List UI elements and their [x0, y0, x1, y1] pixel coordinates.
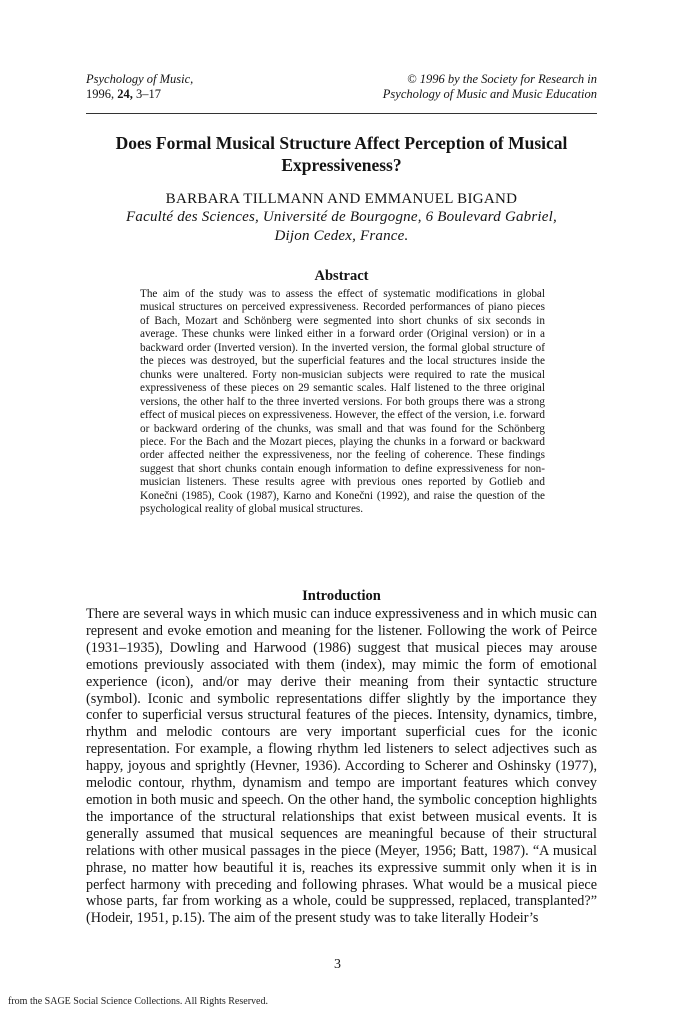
page-number: 3 — [334, 957, 341, 972]
article-title: Does Formal Musical Structure Affect Perception of Musical Expressiveness? — [115, 133, 568, 175]
journal-year: 1996, — [86, 87, 118, 101]
abstract-heading: Abstract — [314, 268, 369, 284]
affiliation-line-1: Faculté des Sciences, Université de Bourgogne, 6 Boulevard Gabriel, — [126, 209, 557, 225]
copyright-notice — [383, 72, 597, 102]
copyright-line-2: Psychology of Music and Music Education — [382, 87, 597, 101]
introduction-heading: Introduction — [302, 588, 381, 604]
introduction-text: There are several ways in which music can induce expressiveness and in which music can represent and evoke emotion and meaning for the listener. Following the work of Peirce (1931–1935), Dowling and Harwood (1986) suggest that musical pieces may arouse emotions previously associated with them (index), may mimic the form of emotional experience (icon), and/or may derive their meaning from their syntactic structure (symbol). Iconic and symbolic representations differ slightly by the importance they confer to superficial versus structural features of the pieces. Intensity, dynamics, timbre, rhythm and melodic contours are very important superficial cues for the iconic representation. For example, a flowing rhythm led listeners to select adjectives such as happy, joyous and sprightly (Hevner, 1936). According to Scherer and Oshinsky (1977), melodic contour, rhythm, dynamism and tempo are important features which convey emotion in both music and speech. On the other hand, the symbolic conception highlights the importance of the structural relationships that exist between musical events. It is generally assumed that musical sequences are meaningful because of their structural relations with other musical passages in the piece (Meyer, 1956; Batt, 1987). “A musical phrase, no matter how beautiful it is, reaches its expressive summit only when it is in perfect harmony with preceding and following phrases. What would be a musical piece whose parts, far from working as a whole, could be suppressed, replaced, transplanted?” (Hodeir, 1951, p.15). The aim of the present study was to take literally Hodeir’s — [86, 606, 597, 927]
journal-citation — [86, 72, 193, 102]
author-affiliation — [86, 208, 597, 246]
abstract-text: The aim of the study was to assess the effect of systematic modifications in global musical structures on perceived expressiveness. Recorded performances of piano pieces of Bach, Mozart and Schönberg were segmented into short chunks of six seconds in average. These chunks were linked either in a forward order (Original version) or in a backward order (Inverted version). In the inverted version, the formal global structure of the pieces was destroyed, but the superficial features and the local structures inside the chunks were unaltered. Forty non-musician subjects were required to rate the musical expressiveness of these pieces on 29 semantic scales. Half listened to the three original versions, the other half to the three inverted versions. For both groups there was a strong effect of musical pieces on expressiveness. However, the effect of the version, i.e. forward or backward ordering of the chunks, was small and that was found for the Schönberg piece. For the Bach and the Mozart pieces, playing the chunks in a forward or backward order affected neither the expressiveness, nor the feeling of coherence. These findings suggest that short chunks contain enough information to define expressiveness for non-musician listeners. These results agree with previous ones reported by Gotlieb and Konečni (1985), Cook (1987), Karno and Konečni (1992), and raise the question of the psychological reality of global musical structures. — [140, 288, 545, 516]
collection-footer: from the SAGE Social Science Collections. All Rights Reserved. — [8, 996, 268, 1007]
affiliation-line-2: Dijon Cedex, France. — [274, 228, 409, 244]
journal-volume: 24, — [117, 87, 133, 101]
copyright-line-1: © 1996 by the Society for Research in — [407, 72, 597, 86]
journal-pages: 3–17 — [132, 87, 161, 101]
journal-name: Psychology of Music, — [86, 72, 194, 86]
article-authors: BARBARA TILLMANN AND EMMANUEL BIGAND — [165, 191, 518, 207]
header-divider — [86, 113, 597, 114]
